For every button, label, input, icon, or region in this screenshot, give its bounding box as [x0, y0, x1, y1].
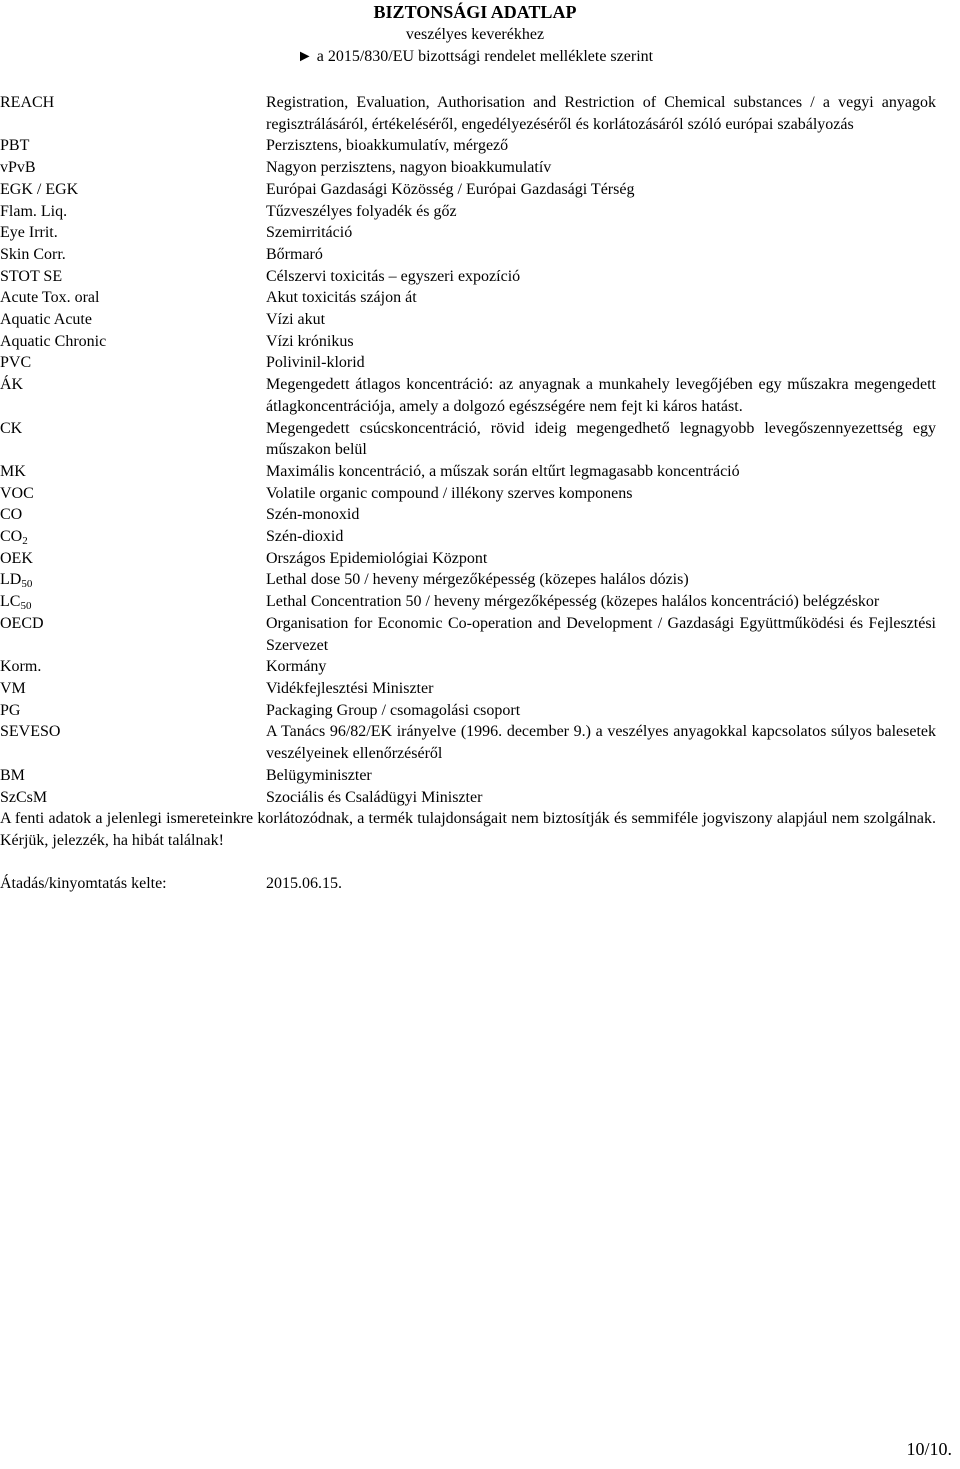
abbreviation-term-text: STOT SE: [0, 267, 63, 285]
abbreviation-term-text: EGK / EGK: [0, 180, 79, 198]
abbreviation-term-text: SzCsM: [0, 788, 48, 806]
abbreviation-term: [0, 548, 266, 570]
abbreviation-term-text: CK: [0, 419, 23, 437]
abbreviation-definition: Szén-dioxid: [266, 528, 344, 546]
abbreviation-row: [0, 352, 936, 374]
abbreviation-term: [0, 461, 266, 483]
abbreviation-definition: Célszervi toxicitás – egyszeri expozíció: [266, 267, 521, 285]
abbreviation-term-text: BM: [0, 766, 25, 784]
abbreviation-term-text: Aquatic Chronic: [0, 332, 107, 350]
abbreviation-term-text: Korm.: [0, 658, 42, 676]
abbreviation-definition: Tűzveszélyes folyadék és gőz: [266, 202, 457, 220]
abbreviation-definition: Szemirritáció: [266, 224, 353, 242]
abbreviation-term: [0, 331, 266, 353]
abbreviation-term-text: OECD: [0, 614, 44, 632]
abbreviation-definition: Bőrmaró: [266, 245, 323, 263]
abbreviation-row: [0, 157, 936, 179]
abbreviation-row: [0, 287, 936, 309]
abbreviation-term: [0, 721, 266, 764]
abbreviation-definition: Országos Epidemiológiai Központ: [266, 549, 488, 567]
abbreviation-row: [0, 721, 936, 764]
abbreviation-definition: A Tanács 96/82/EK irányelve (1996. december 9.) a veszélyes anyagokkal kapcsolatos súlyos balesetek veszélyeinek ellenőrzéséről: [266, 723, 936, 763]
abbreviation-list: [0, 92, 936, 808]
abbreviation-term: [0, 287, 266, 309]
abbreviation-row: [0, 787, 936, 809]
abbreviation-term-text: VOC: [0, 484, 34, 502]
abbreviation-row: [0, 266, 936, 288]
abbreviation-definition: Megengedett átlagos koncentráció: az anyagnak a munkahely levegőjében egy műszakra megengedett átlagkoncentrációja, amely a dolgozó egészségére nem fejt ki káros hatást.: [266, 376, 936, 415]
abbreviation-term-text: CO: [0, 506, 23, 524]
abbreviation-definition: Szén-monoxid: [266, 506, 360, 524]
abbreviation-definition: Megengedett csúcskoncentráció, rövid ideig megengedhető legnagyobb levegőszennyezettség egy műszakon belül: [266, 419, 936, 459]
abbreviation-term: [0, 526, 266, 548]
abbreviation-definition: Európai Gazdasági Közösség / Európai Gazdasági Térség: [266, 180, 635, 198]
issue-date-value: 2015.06.15.: [266, 875, 342, 893]
abbreviation-term-text: LC: [0, 593, 21, 611]
abbreviation-definition: Vízi akut: [266, 311, 326, 329]
document-body: [0, 92, 936, 895]
abbreviation-term: [0, 201, 266, 223]
abbreviation-definition: Lethal Concentration 50 / heveny mérgezőképesség (közepes halálos koncentráció) belégzéskor: [266, 593, 880, 611]
abbreviation-row: [0, 569, 936, 591]
abbreviation-term-text: PVC: [0, 354, 32, 372]
abbreviation-term-text: OEK: [0, 549, 33, 567]
abbreviation-definition: Maximális koncentráció, a műszak során eltűrt legmagasabb koncentráció: [266, 462, 740, 480]
abbreviation-row: [0, 179, 936, 201]
abbreviation-row: [0, 765, 936, 787]
abbreviation-term-text: CO: [0, 528, 23, 546]
abbreviation-subscript: 50: [20, 600, 32, 613]
disclaimer-text: A fenti adatok a jelenlegi ismereteinkre korlátozódnak, a termék tulajdonságait nem biztosítják és semmiféle jogviszony alapjául nem szolgálnak. Kérjük, jelezzék, ha hibát találnak!: [0, 810, 936, 849]
abbreviation-row: [0, 591, 936, 613]
abbreviation-row: [0, 700, 936, 722]
abbreviation-term: [0, 352, 266, 374]
abbreviation-definition: Polivinil-klorid: [266, 354, 365, 372]
page-number: 10/10.: [906, 1439, 952, 1459]
abbreviation-definition: Szociális és Családügyi Miniszter: [266, 788, 483, 806]
abbreviation-definition: Volatile organic compound / illékony szerves komponens: [266, 484, 633, 502]
abbreviation-row: [0, 678, 936, 700]
abbreviation-definition: Vízi krónikus: [266, 332, 354, 350]
abbreviation-term: [0, 179, 266, 201]
abbreviation-term-text: VM: [0, 679, 26, 697]
abbreviation-row: [0, 201, 936, 223]
abbreviation-row: [0, 374, 936, 417]
abbreviation-row: [0, 461, 936, 483]
abbreviation-row: [0, 613, 936, 656]
abbreviation-definition: Kormány: [266, 658, 327, 676]
abbreviation-term: [0, 483, 266, 505]
abbreviation-row: [0, 135, 936, 157]
abbreviation-term-text: LD: [0, 571, 22, 589]
abbreviation-row: [0, 483, 936, 505]
abbreviation-term-text: Acute Tox. oral: [0, 289, 100, 307]
abbreviation-term: [0, 222, 266, 244]
abbreviation-term-text: PG: [0, 701, 21, 719]
abbreviation-row: [0, 418, 936, 461]
abbreviation-row: [0, 222, 936, 244]
abbreviation-row: [0, 92, 936, 135]
document-subtitle: veszélyes keverékhez: [405, 26, 545, 43]
abbreviation-definition: Perzisztens, bioakkumulatív, mérgező: [266, 137, 509, 155]
abbreviation-term-text: SEVESO: [0, 723, 61, 741]
abbreviation-term: [0, 135, 266, 157]
issue-date-label: Átadás/kinyomtatás kelte:: [0, 875, 167, 893]
abbreviation-term-text: MK: [0, 462, 26, 480]
abbreviation-subscript: 2: [22, 535, 28, 548]
abbreviation-term-text: ÁK: [0, 376, 24, 394]
abbreviation-term-text: Aquatic Acute: [0, 311, 92, 329]
abbreviation-definition: Akut toxicitás szájon át: [266, 289, 417, 307]
abbreviation-term: [0, 656, 266, 678]
issue-date-row: [0, 873, 936, 895]
abbreviation-term: [0, 678, 266, 700]
abbreviation-term: [0, 613, 266, 656]
abbreviation-term-text: Flam. Liq.: [0, 202, 68, 220]
abbreviation-term: [0, 418, 266, 461]
abbreviation-term: [0, 244, 266, 266]
abbreviation-term: [0, 591, 266, 613]
abbreviation-definition: Lethal dose 50 / heveny mérgezőképesség (közepes halálos dózis): [266, 571, 689, 589]
abbreviation-term: [0, 569, 266, 591]
abbreviation-definition: Nagyon perzisztens, nagyon bioakkumulatív: [266, 159, 552, 177]
abbreviation-term: [0, 309, 266, 331]
abbreviation-definition: Organisation for Economic Co-operation and Development / Gazdasági Együttműködési és Fejlesztési Szervezet: [266, 614, 936, 654]
abbreviation-row: [0, 656, 936, 678]
document-title: BIZTONSÁGI ADATLAP: [373, 2, 577, 22]
abbreviation-term: [0, 787, 266, 809]
abbreviation-term: [0, 92, 266, 135]
abbreviation-row: [0, 244, 936, 266]
abbreviation-row: [0, 548, 936, 570]
abbreviation-definition: Packaging Group / csomagolási csoport: [266, 701, 521, 719]
abbreviation-term: [0, 266, 266, 288]
abbreviation-row: [0, 504, 936, 526]
abbreviation-term: [0, 374, 266, 417]
abbreviation-definition: Registration, Evaluation, Authorisation and Restriction of Chemical substances / a vegyi anyagok regisztrálásáról, értékeléséről, engedélyezéséről és korlátozásáról szóló európai szabályozás: [266, 94, 936, 133]
abbreviation-subscript: 50: [21, 578, 33, 591]
document-header: [265, 0, 685, 68]
abbreviation-term-text: vPvB: [0, 159, 36, 177]
regulation-reference: ► a 2015/830/EU bizottsági rendelet melléklete szerint: [296, 48, 654, 65]
abbreviation-term-text: Eye Irrit.: [0, 224, 58, 242]
abbreviation-definition: Vidékfejlesztési Miniszter: [266, 679, 434, 697]
abbreviation-term: [0, 700, 266, 722]
abbreviation-row: [0, 331, 936, 353]
abbreviation-term-text: PBT: [0, 137, 30, 155]
abbreviation-term: [0, 765, 266, 787]
abbreviation-term: [0, 157, 266, 179]
abbreviation-term: [0, 504, 266, 526]
abbreviation-row: [0, 309, 936, 331]
abbreviation-definition: Belügyminiszter: [266, 766, 372, 784]
abbreviation-term-text: Skin Corr.: [0, 245, 66, 263]
abbreviation-row: [0, 526, 936, 548]
abbreviation-term-text: REACH: [0, 94, 55, 111]
